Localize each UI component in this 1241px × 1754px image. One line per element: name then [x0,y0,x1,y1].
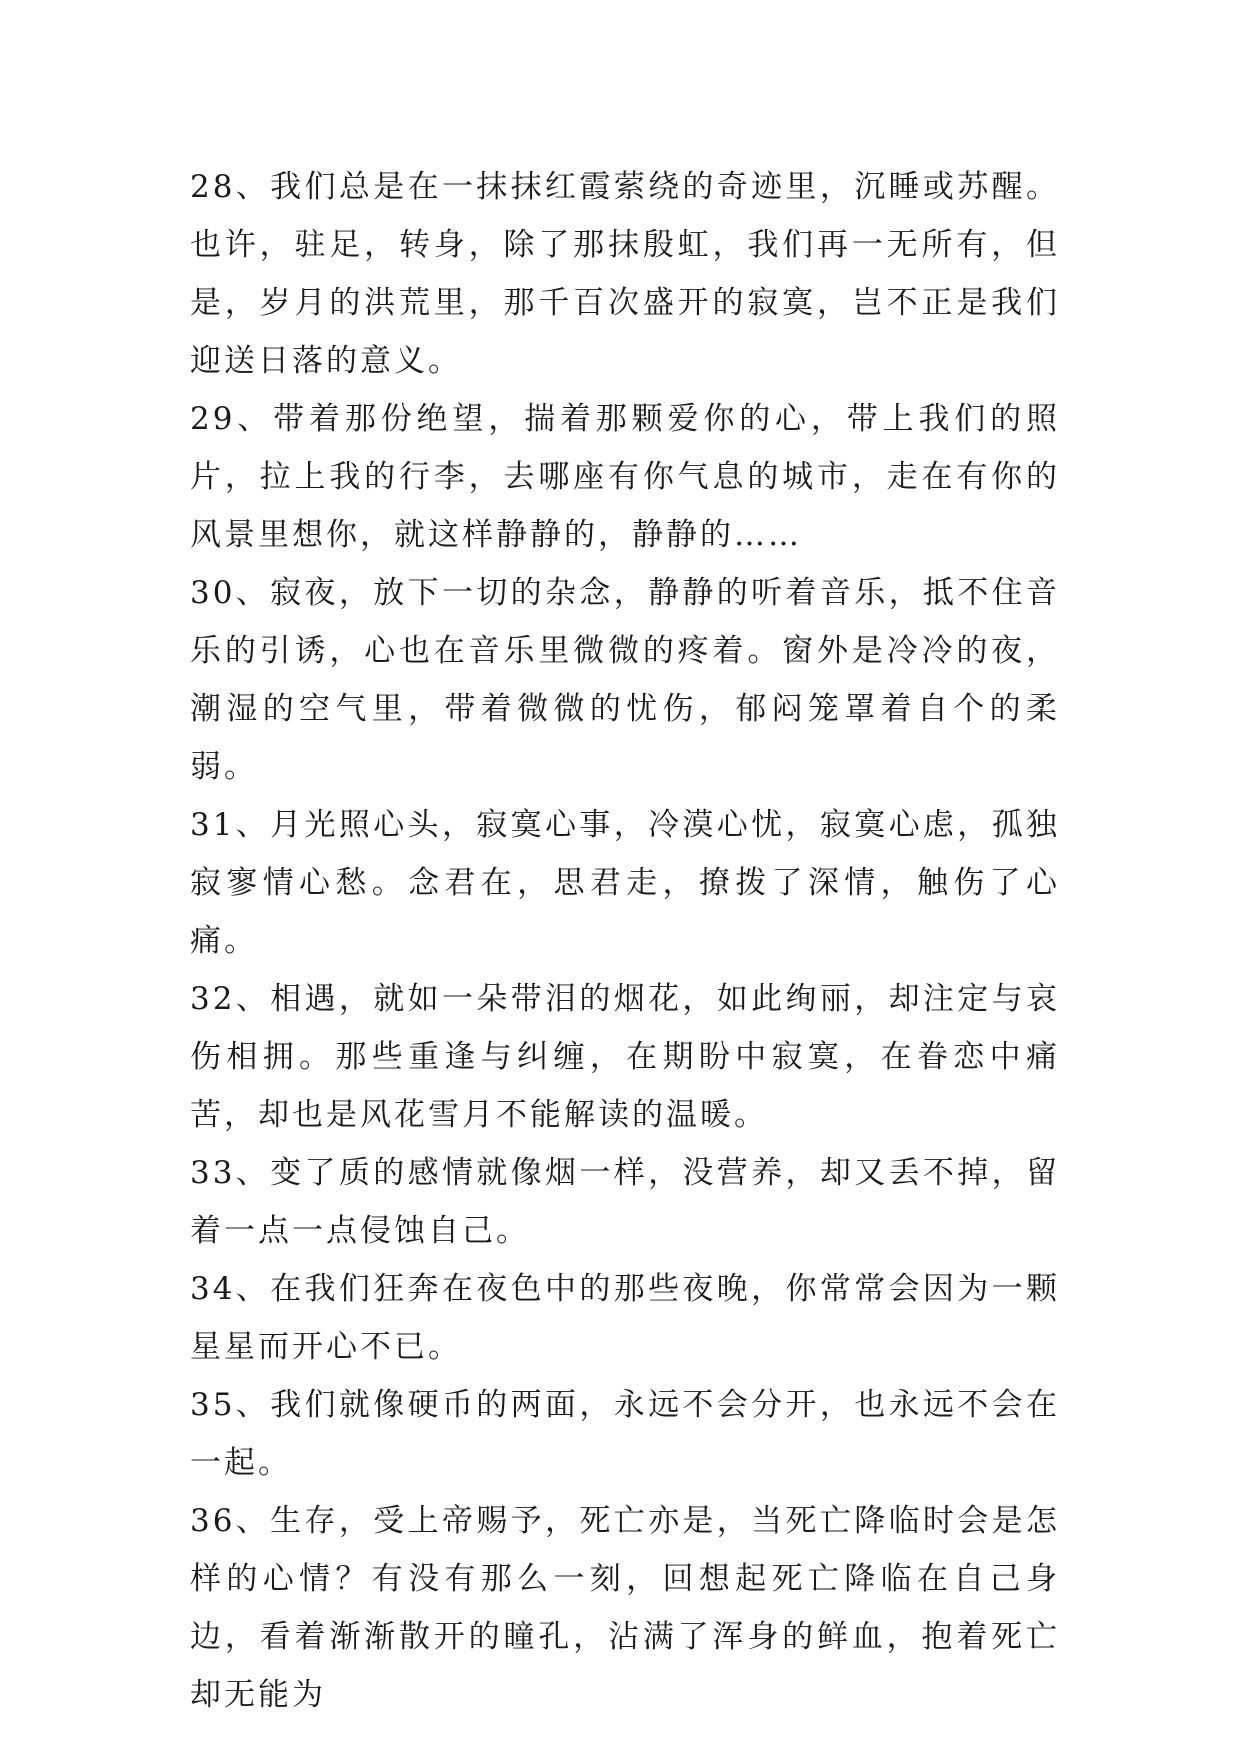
paragraph-30: 30、寂夜，放下一切的杂念，静静的听着音乐，抵不住音乐的引诱，心也在音乐里微微的疼着。窗外是冷冷的夜，潮湿的空气里，带着微微的忧伤，郁闷笼罩着自个的柔弱。 [190,575,1060,785]
paragraph-34: 34、在我们狂奔在夜色中的那些夜晚，你常常会因为一颗星星而开心不已。 [190,1271,1060,1365]
paragraph-29: 29、带着那份绝望，揣着那颗爱你的心，带上我们的照片，拉上我的行李，去哪座有你气息的城市，走在有你的风景里想你，就这样静静的，静静的…… [190,401,1060,553]
paragraph-33: 33、变了质的感情就像烟一样，没营养，却又丢不掉，留着一点一点侵蚀自己。 [190,1155,1060,1249]
paragraph-28: 28、我们总是在一抹抹红霞萦绕的奇迹里，沉睡或苏醒。也许，驻足，转身，除了那抹殷虹，我们再一无所有，但是，岁月的洪荒里，那千百次盛开的寂寞，岂不正是我们迎送日落的意义。 [190,169,1060,379]
body-text [190,158,1060,1724]
paragraph-36: 36、生存，受上帝赐予，死亡亦是，当死亡降临时会是怎样的心情？有没有那么一刻，回想起死亡降临在自己身边，看着渐渐散开的瞳孔，沾满了浑身的鲜血，抱着死亡却无能为 [190,1503,1060,1713]
paragraph-32: 32、相遇，就如一朵带泪的烟花，如此绚丽，却注定与哀伤相拥。那些重逢与纠缠，在期盼中寂寞，在眷恋中痛苦，却也是风花雪月不能解读的温暖。 [190,981,1060,1133]
paragraph-31: 31、月光照心头，寂寞心事，冷漠心忧，寂寞心虑，孤独寂寥情心愁。念君在，思君走，撩拨了深情，触伤了心痛。 [190,807,1060,959]
paragraph-35: 35、我们就像硬币的两面，永远不会分开，也永远不会在一起。 [190,1387,1060,1481]
